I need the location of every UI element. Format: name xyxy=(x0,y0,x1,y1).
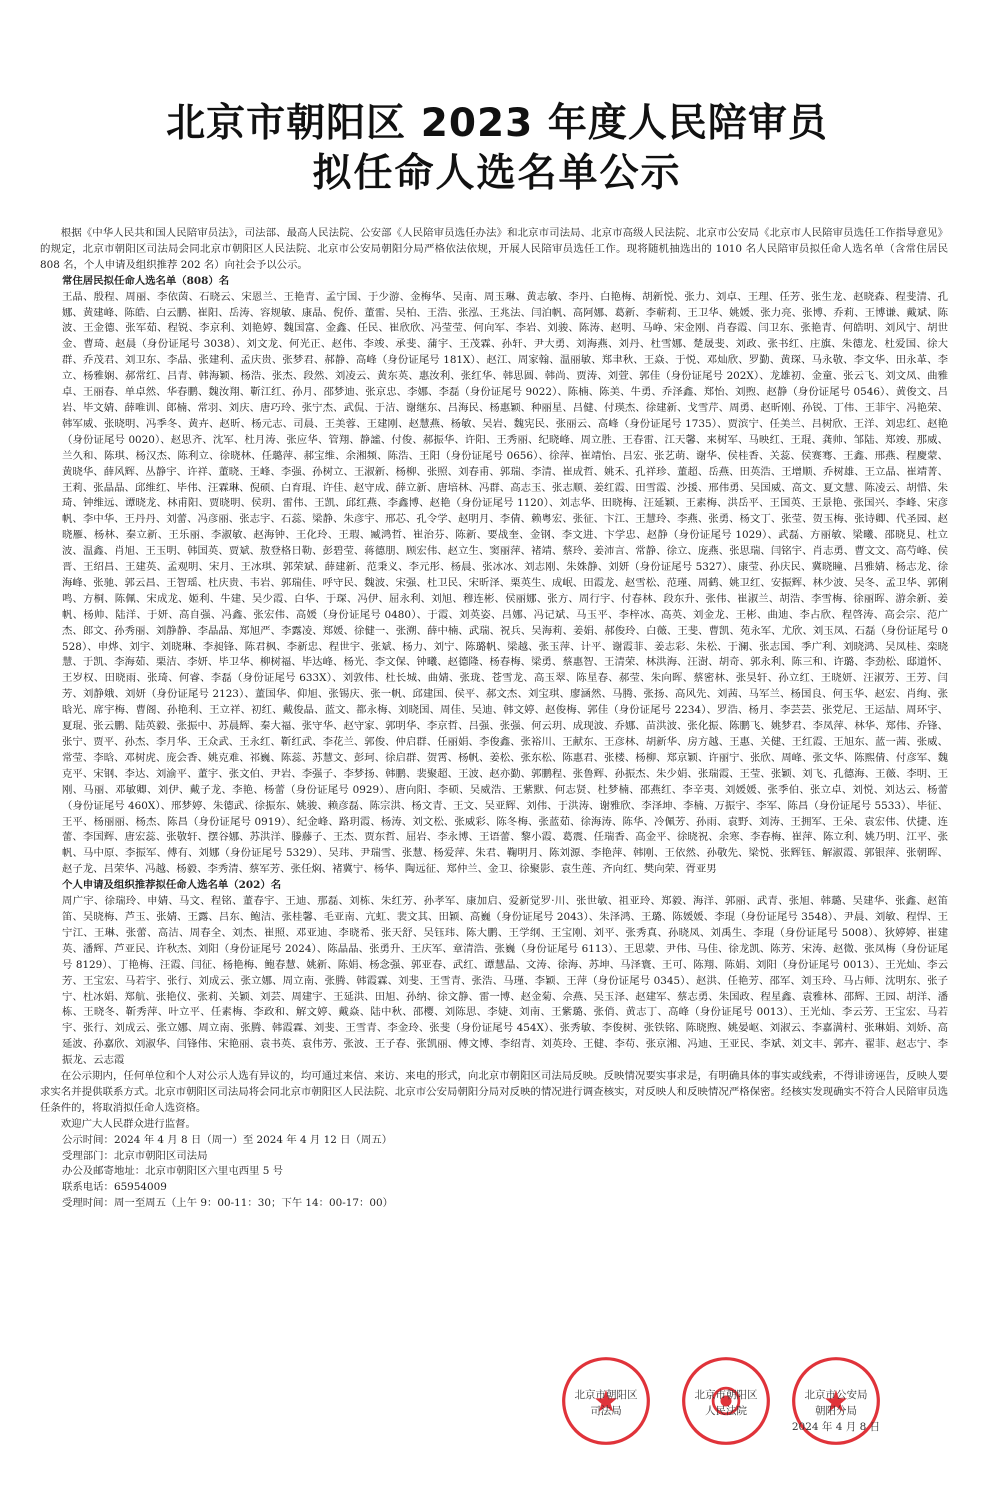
stamp2-label-line2: 人民法院 xyxy=(705,1405,747,1417)
seal-area xyxy=(0,1355,994,1465)
section1-heading: 常住居民拟任命人选名单（808）名 xyxy=(62,274,230,287)
stamp1-label xyxy=(560,1387,652,1419)
notice-body xyxy=(40,226,948,1212)
stamp3-label-line2: 朝阳分局 xyxy=(815,1405,857,1417)
intro-paragraph: 根据《中华人民共和国人民陪审员法》，司法部、最高人民法院、公安部《人民陪审员选任办法》和北京市司法局、北京市高级人民法院、北京市公安局《北京市人民陪审员选任工作指导意见》的规定，北京市朝阳区司法局会同北京市朝阳区人民法院、北京市公安局朝阳分局严格依法依规，开展人民陪审员选任工作。现将随机抽选出的 1010 名人民陪审员拟任命人选名单（含常住居民 808 名，个人申请及组织推荐 202 名）向社会予以公示。 xyxy=(40,227,948,271)
page-title-line2: 拟任命人选名单公示 xyxy=(312,151,682,196)
hours-line: 受理时间：周一至周五（上午 9：00-11：30；下午 14：00-17：00） xyxy=(62,1197,393,1210)
supervision-line: 欢迎广大人民群众进行监督。 xyxy=(60,1117,196,1130)
stamp3-date: 2024 年 4 月 8 日 xyxy=(791,1421,881,1433)
section2-heading: 个人申请及组织推荐拟任命人选名单（202）名 xyxy=(62,879,282,892)
section1-names: 王晶、殷程、周丽、李依茵、石晓云、宋恩兰、王艳青、孟宁国、于少游、金梅华、吴南、周玉琳、黄志敏、李丹、白艳梅、胡新悦、张力、刘卓、王理、任芳、张生龙、赵晓森、程斐清、孔娜、黄建峰、陈皓、白云鹏、崔阳、岳涛、容规敏、康晶、倪侨、董雷、吴柏、王浩、张泓、王兆法、闫泊帆、高阿娜、葛新、李蕲莉、王卫华、姚媛、张力亮、张博、乔莉、王博谦、戴斌、陈波、王金德、张军茹、程锐、李京利、刘艳婷、魏国富、金鑫、任民、崔欣欣、冯莹莹、何向军、李岩、刘骏、陈涛、赵明、马峥、宋金刚、肖春霞、闫卫东、张艳青、何皓明、刘风宁、胡世金、曹琦、赵晨（身份证尾号 3038）、刘文龙、何光正、赵伟、李竣、承斐、蒲宇、王茂霖、孙轩、尹大勇、刘海燕、刘丹、杜雪娜、楚晟斐、刘政、张书红、庄旗、朱德龙、杜爱国、徐大群、乔茂君、刘卫东、李晶、张建利、孟庆贵、张梦君、郝静、高峰（身份证尾号 181X）、赵江、周家翰、温丽敏、郑聿秋、王焱、于悦、邓灿欣、罗勤、黄琛、马永敬、李文华、田永革、李立、杨雅娴、郝常红、吕青、韩海颖、杨浩、张杰、段然、刘凌云、黄东英、惠汝利、张红华、韩思圆、韩尚、贾涛、刘萱、郭佳（身份证尾号 202X）、龙雄初、金童、张云飞、刘文凤、曲雅卓、王丽春、单卓然、华春鹏、魏汝翔、靳江红、孙月、邵梦迪、张京忠、李娜、李磊（身份证尾号 9022）、陈楠、陈美、牛勇、乔泽鑫、郑怡、刘煦、赵静（身份证尾号 0546）、黄俊文、吕岩、毕文婧、薛唯训、郎楠、常羽、刘庆、唐巧玲、张宁杰、武侃、于洁、谢继东、吕海民、杨惠颖、种丽星、吕健、付瑛杰、徐建新、戈雪芹、周勇、赵昕刚、孙锐、丁伟、王菲宇、冯艳荣、韩军威、张晓明、冯季冬、黄卉、赵昕、杨元志、司晨、王美蓉、王建刚、赵慧燕、杨敏、吴岩、魏宪民、张丽云、高峰（身份证尾号 1735）、贾滨宁、任美兰、吕树欣、王洋、刘忠红、赵艳（身份证尾号 0020）、赵思齐、沈军、杜月涛、张应华、管翔、静謐、付俊、郝振华、许阳、王秀丽、纪晓峰、周立胜、王春雷、江天馨、来树军、马映红、王琨、龚帅、邹陆、郑竣、那威、兰久和、陈琪、杨汉杰、陈利立、徐晓林、任璐萍、郝宝维、余湘频、陈浩、王阳（身份证尾号 0656）、徐萍、崔靖怡、吕宏、张艺萌、谢华、侯桂香、关蕊、侯赛骞、王鑫、邢燕、程慶蒙、黄晓华、薛风辉、丛静宇、许祥、董晓、王峰、李强、孙树立、王淑新、杨柳、张照、刘春甫、郭瑞、李清、崔成哲、姚禾、孔祥珍、董超、岳燕、田英浩、王增顺、乔树雄、王立晶、崔靖菁、王莉、张晶晶、邱维红、毕伟、汪霖琳、倪硕、白育琨、许佳、赵守成、薛立新、唐培林、冯群、高志玉、张志顺、姜红霞、田雪霞、沙援、邢伟勇、吴国威、高文、夏文慧、陈凌云、胡惜、朱琦、钟维远、谭晓龙、林甫阳、贾晓明、侯玥、雷伟、王凯、邱红燕、李鑫博、赵艳（身份证尾号 1120）、刘志华、田晓梅、汪延颖、王素梅、洪岳平、王国英、王景艳、张国兴、李峰、宋彦帆、李中华、王丹丹、刘蕾、冯彦丽、张志宇、石蕊、梁静、朱彦宇、邢芯、孔令学、赵明月、李倩、赖粤宏、张征、卞江、王慧玲、李燕、张勇、杨文丁、张莹、贺玉梅、张诗卿、代圣园、赵晓雁、杨林、秦立新、王乐丽、李淑敏、赵海钟、王化玲、王瑕、臧鸿哲、崔治芬、陈新、要战奎、金钢、李文进、卞学忠、赵静（身份证尾号 1029）、武磊、方丽敏、梁曦、邵晓見、杜立波、温鑫、肖旭、王玉明、韩国英、贾斌、敖登格日勒、彭碧莹、蒋德朋、顾宏伟、赵立生、窦丽萍、褚靖、蔡玲、姜沛言、常静、徐立、庞燕、张思瑞、闫铭宇、肖志勇、曹文文、高芍峰、侯晋、王绍昌、王建英、孟观明、宋月、王冰琪、郭荣斌、薛建新、范秉义、李元彤、杨晨、张冰冰、刘志刚、朱姝静、刘妍（身份证尾号 5327）、康莹、孙庆民、冀晓瞳、吕雅婧、杨志龙、徐海峰、张驰、郭云昌、王智瑶、杜庆贵、韦岩、郭瑞佳、呼守民、魏波、宋强、杜卫民、宋昕泽、栗英生、成岷、田霞龙、赵雪松、范瑾、周鹤、姚卫红、安振辉、林少波、吴冬、孟卫华、郭俐鸣、方桐、陈佩、宋成龙、姬利、牛建、吴少霞、白华、于琛、冯伊、屈永利、刘旭、穆连彬、侯丽娜、张方、周行宇、付春林、段东升、张伟、崔淑兰、胡浩、李雪梅、徐丽晖、游余新、姜帆、杨帅、陆洋、于妍、高自强、冯鑫、张宏伟、高媛（身份证尾号 0480）、于霞、刘英姿、吕娜、冯记斌、马玉平、李梓冰、高英、刘金龙、王彬、曲迪、李占欣、程啓涛、高会宗、范广杰、郎文、孙秀丽、刘静静、李晶晶、郑旭严、李露凌、郑媛、徐健一、张溯、薛中楠、武瑞、祝兵、吴海莉、姜娟、郝俊玲、白薇、王斐、曹凯、苑永军、尤欣、刘玉凤、石磊（身份证尾号 0528）、申烨、刘宇、刘晓琳、李昶锋、陈君枫、李新忠、程世宇、张斌、杨力、刘宁、陈璐帆、梁越、张玉萍、计平、谢霞菲、姜志彩、朱松、于澜、张志国、季广利、刘晓鸿、吴凤桂、栾晓慧、于凯、李海茹、栗洁、李妍、毕卫华、柳树福、毕达峰、杨光、李文保、钟曦、赵德隆、杨春梅、梁勇、蔡惠智、王清荣、林洪海、汪澍、胡奇、郭永利、陈三和、许璐、李劲松、邸道怀、王岁权、田晓雨、张琦、何睿、李磊（身份证尾号 633X）、刘敦伟、杜长城、曲婧、张珑、苍雪龙、高玉翠、陈星春、郝莹、朱向晖、蔡密林、张昊轩、孙立红、王晓妍、汪淑芳、王芳、闫芳、刘静娥、刘妍（身份证尾号 2123）、董国华、仰旭、张锡庆、张一帆、邱建国、侯平、郝文杰、刘宝琪、廖涵然、马腾、张扬、高风先、刘茜、马军兰、杨国良、何玉华、赵宏、肖绚、张晗光、席宇梅、曹阁、孙艳利、王立祥、初红、戴俊晶、蓝文、都永梅、刘晓国、周佳、吴迪、韩文婷、赵俊梅、郭佳（身份证尾号 2234）、罗浩、杨月、李芸芸、张党尼、王运喆、周环宇、夏琨、张云鹏、陆英毅、张振中、苏晨辉、秦大福、张守华、赵守家、郭明华、李京哲、吕强、张强、何云玥、成现波、乔娜、苗洪波、张化振、陈鹏飞、姚梦君、李凤萍、林华、郑伟、乔锋、张宁、贾平、孙杰、李月华、王众武、王永红、靳红武、李花兰、郭俊、仲启群、任丽娟、李俊鑫、张裕川、王献东、王彦林、胡新华、房方越、王惠、关健、王红霞、王旭东、蓝一茜、张威、常莹、李晗、邓树虎、庞会香、姚克难、祁巍、陈蕊、苏慧文、彭珂、徐启群、贺霄、杨帆、姜松、张东松、陈惠君、张楼、杨柳、郑京颖、许丽宁、张欣、周峰、张文华、陈熙倩、付彦军、魏克平、宋钢、李达、刘渝平、董宇、张文伯、尹岩、李强子、李梦扬、韩鹏、裴聚超、王波、赵亦勤、郭鹏程、张鲁辉、孙振杰、朱少娟、张瑞霞、王莹、张颖、刘飞、孔德海、王薇、李明、王刚、马丽、邓敏卿、刘伊、戴子龙、李艳、杨蕾（身份证尾号 0929）、唐向阳、李硕、吴威浩、王紫默、何志贤、杜梦楠、邵燕红、李辛夷、刘媛媛、张季伯、张立卓、刘悦、刘达云、杨蕾（身份证尾号 460X）、邢梦婷、朱德武、徐振东、姚骏、赖彦磊、陈宗洪、杨文青、王文、吴亚辉、刘伟、于洪涛、谢雅欣、李泽坤、李楠、万振宇、李军、陈昌（身份证尾号 5533）、毕征、王平、杨丽丽、杨杰、陈昌（身份证尾号 0919）、纪金峰、路玥霞、杨涛、刘文松、张威彩、陈冬梅、张蓝茹、徐海涛、陈华、冷佩芳、孙雨、袁野、刘涛、王拥军、王朵、袁宏伟、伏捷、连蕾、李国辉、唐宏蕊、张敬轩、摆谷娜、苏洪洋、滕藤子、王杰、贾东哲、屈岩、李永博、王语蕾、黎小霞、葛震、任瑞香、高金平、徐晓祝、余寒、李春梅、崔萍、陈立利、姚乃明、江平、张帆、马中原、李振军、傅有、刘娜（身份证尾号 5329）、吴玮、尹瑞雪、张慧、杨爱萍、朱君、鞠明月、陈刘源、李艳萍、韩刚、王依然、孙敬先、梁悦、张辉钰、解淑霞、郭银萍、张朝晖、赵子龙、吕荣华、冯越、杨毅、李秀清、蔡军芳、张任焖、褚冀宁、杨华、陶远征、郑仲兰、金卫、徐聚影、袁生莲、齐向红、樊向荣、胥亚男 xyxy=(62,290,948,876)
address-line: 办公及邮寄地址：北京市朝阳区六里屯西里 5 号 xyxy=(62,1165,284,1178)
closing-paragraph: 在公示期内，任何单位和个人对公示人选有异议的，均可通过来信、来访、来电的形式，向北京市朝阳区司法局反映。反映情况要实事求是，有明确具体的事实或线索，不得诽谤诬告，反映人要求实名并提供联系方式。北京市朝阳区司法局将会同北京市朝阳区人民法院、北京市公安局朝阳分局对反映的情况进行调查核实，对反映人和反映情况严格保密。经核实发现确实不符合人民陪审员选任条件的，将取消拟任命人选资格。 xyxy=(40,1070,948,1114)
period-line: 公示时间：2024 年 4 月 8 日（周一）至 2024 年 4 月 12 日（周五） xyxy=(62,1133,393,1146)
stamp2-label-line1: 北京市朝阳区 xyxy=(694,1389,758,1401)
stamp1-label-line1: 北京市朝阳区 xyxy=(574,1389,638,1401)
stamp1-label-line2: 司法局 xyxy=(590,1405,622,1417)
section2-names: 周广宇、徐瑞玲、申婧、马文、程铭、董春宇、王迪、那磊、刘栋、朱红芳、孙孝军、康加启、爱新觉罗·川、张世敏、祖亚玲、郑毅、海洋、郭丽、武青、张旭、韩璐、吴建华、张鑫、赵笛笛、吴晓梅、芦玉、张婧、王露、吕东、鲍洁、张桂馨、毛亚南、亢虹、裴文其、田颖、高巍（身份证尾号 2043）、朱泽鸿、王璐、陈媛媛、李琨（身份证尾号 3548）、尹晨、刘敏、程悍、王宁江、王琳、张蕾、高洁、周春全、刘杰、崔照、邓亚迪、李晓希、张天舒、吴钰玮、陈大鹏、王学纲、王宝刚、刘平、张秀真、孙晓凤、刘禹生、李琨（身份证尾号 5008）、狄婷婷、崔建英、潘辉、芦亚民、许秋杰、刘阳（身份证尾号 2024）、陈晶晶、张勇升、王庆军、章清浩、张巍（身份证尾号 6113）、王思蒙、尹伟、马佳、徐龙凯、陈芳、宋涛、赵微、张凤梅（身份证尾号 8129）、丁艳梅、汪霞、闫征、杨艳梅、鲍春慧、姚新、陈娟、杨念强、郭亚春、武红、谭慧晶、文涛、徐海、苏坤、马泽寰、王可、陈翔、陈娟、刘阳（身份证尾号 0013）、王光灿、李云芳、王宝宏、马若宇、张行、刘成云、张立娜、周立南、张腾、韩霞霖、刘斐、王雪青、张浩、马瑾、李颖、王萍（身份证尾号 0345）、赵洪、任艳芳、邵军、刘玉玲、马占师、沈明东、张子宁、杜冰娟、郑航、张艳仪、张莉、关颖、刘芸、周建宇、王延洪、田旭、孙纳、徐文静、雷一博、赵金菊、佘燕、吴玉泽、赵建军、蔡志勇、朱国政、程星鑫、袁雅林、邵辉、王园、胡洋、潘栋、王晓冬、靳秀萍、叶立平、任素梅、李政和、解文婷、戴焱、陆中秋、邵樱、刘陈思、李婕、刘南、王紫璐、张俏、黄志丁、高峰（身份证尾号 0013）、王光灿、李云芳、王宝宏、马若宇、张行、刘成云、张立娜、周立南、张腾、韩霞霖、刘斐、王雪青、李金玲、张斐（身份证尾号 454X）、张秀敏、李俊树、张铁铭、陈晓煦、姚晏岖、刘淑云、李嘉满村、张琳娟、刘娇、高延波、孙嘉欣、刘淑华、闫锋伟、宋艳丽、袁书英、袁伟芳、张波、王子春、张凯丽、傅文博、李绍青、刘英玲、王健、李苟、张京湘、冯迪、王亚民、李斌、刘文丰、郭卉、翟菲、赵志宁、李振龙、云志霞 xyxy=(62,895,948,1067)
stamp3-label-line1: 北京市公安局 xyxy=(804,1389,868,1401)
page-title-line1: 北京市朝阳区 2023 年度人民陪审员 xyxy=(166,101,828,146)
stamp2-label xyxy=(680,1387,772,1419)
phone-line: 联系电话：65954009 xyxy=(62,1181,167,1194)
department-line: 受理部门：北京市朝阳区司法局 xyxy=(62,1149,208,1162)
stamp3-label xyxy=(780,1387,892,1435)
